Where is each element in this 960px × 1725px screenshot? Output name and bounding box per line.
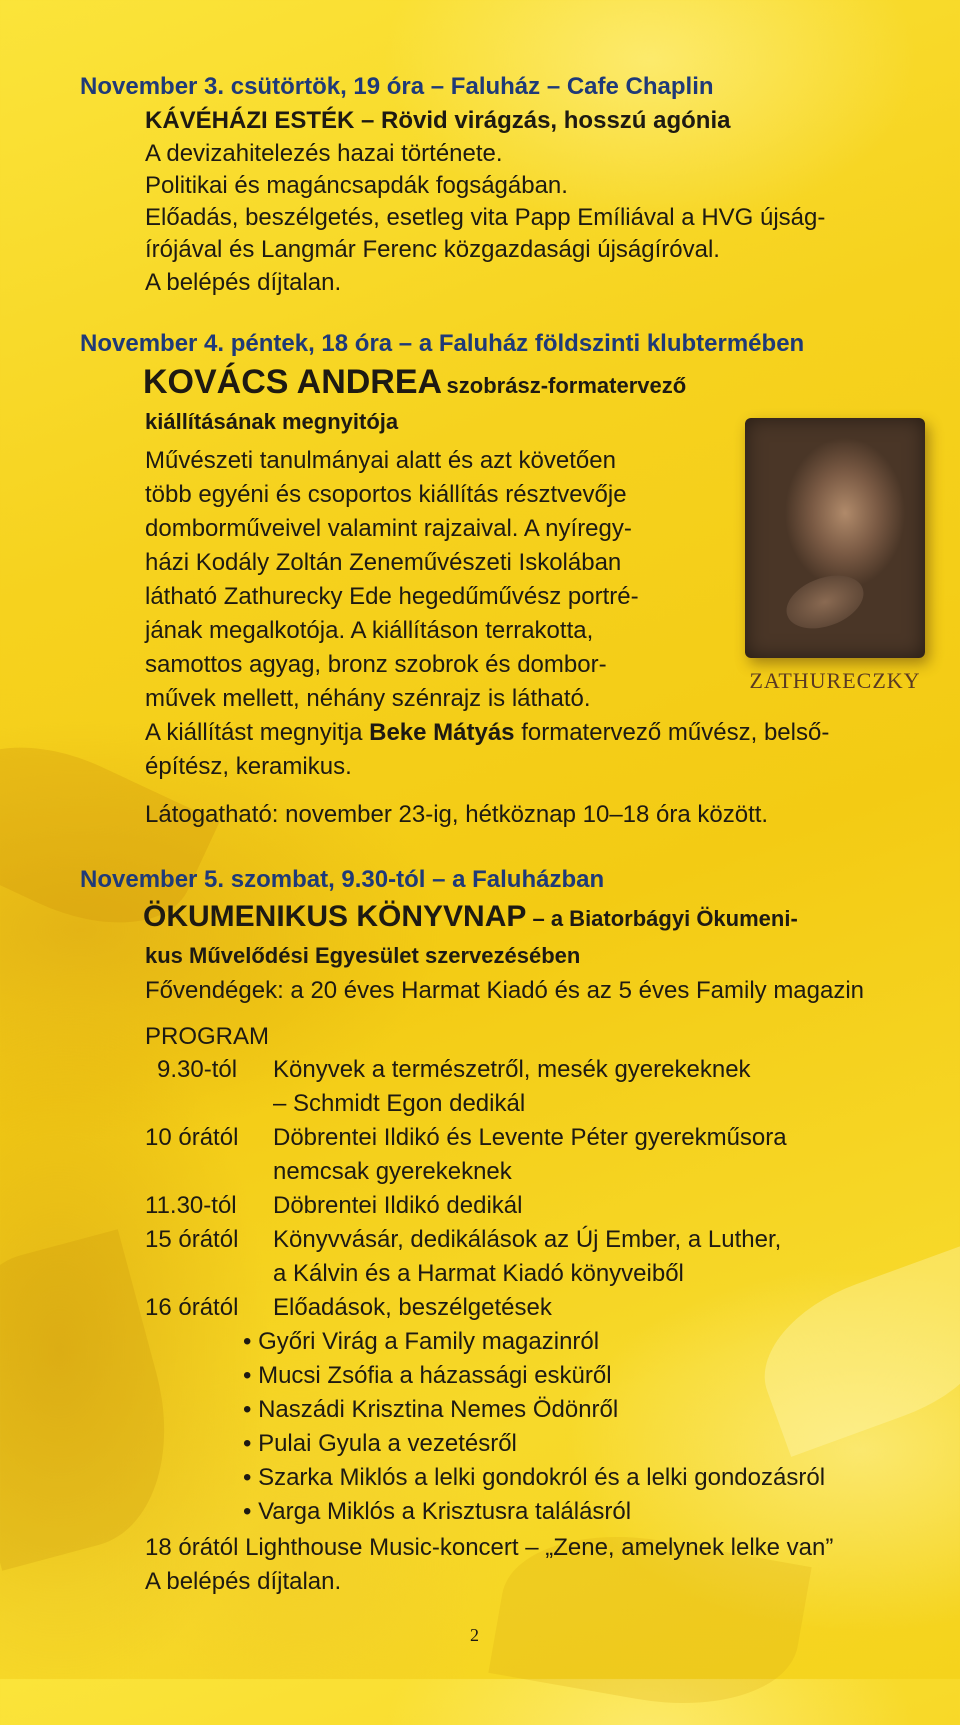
event1-line: Előadás, beszélgetés, esetleg vita Papp Emíliával a HVG újság- — [145, 204, 826, 231]
program-text: a Kálvin és a Harmat Kiadó könyveiből — [273, 1260, 684, 1287]
violin-shape — [779, 566, 871, 638]
event2-visit: Látogatható: november 23-ig, hétköznap 10–18 óra között. — [145, 801, 769, 828]
talk-item — [243, 1329, 599, 1355]
program-time: 9.30-tól — [157, 1056, 238, 1083]
talk-text: Pulai Gyula a vezetésről — [258, 1430, 517, 1457]
event3-organizer-line2: kus Művelődési Egyesület szervezésében — [145, 943, 581, 968]
event1-line: Politikai és magáncsapdák fogságában. — [145, 172, 568, 199]
event2-name-line — [143, 364, 686, 401]
bullet-icon: • — [243, 1328, 252, 1355]
program-time: 18 órától — [145, 1534, 239, 1561]
background-leaf — [0, 1229, 195, 1571]
program-text: Könyvek a természetről, mesék gyerekeknek — [273, 1056, 751, 1083]
concert-line — [145, 1535, 833, 1561]
program-text: Döbrentei Ildikó és Levente Péter gyerekműsora — [273, 1124, 787, 1151]
opener-text: formatervező művész, belső- — [514, 719, 830, 746]
bullet-icon: • — [243, 1396, 252, 1423]
talk-item — [243, 1431, 517, 1457]
event2-line: házi Kodály Zoltán Zeneművészeti Iskolában — [145, 549, 622, 576]
talk-text: Varga Miklós a Krisztusra találásról — [258, 1498, 632, 1525]
event2-subtitle: kiállításának megnyitója — [145, 409, 399, 434]
program-text: Előadások, beszélgetések — [273, 1294, 552, 1321]
program-text: – Schmidt Egon dedikál — [273, 1090, 526, 1117]
program-time: 15 órától — [145, 1226, 239, 1253]
event2-line: Művészeti tanulmányai alatt és azt követően — [145, 447, 616, 474]
program-time: 16 órától — [145, 1294, 239, 1321]
page-number: 2 — [470, 1625, 479, 1645]
program-label: PROGRAM — [145, 1023, 270, 1050]
talk-item — [243, 1363, 612, 1389]
artist-name: KOVÁCS ANDREA — [143, 363, 443, 401]
portrait-relief-image — [745, 418, 925, 658]
event1-line: írójával és Langmár Ferenc közgazdasági újságíróval. — [145, 236, 720, 263]
program-text: nemcsak gyerekeknek — [273, 1158, 512, 1185]
event2-line: samottos agyag, bronz szobrok és dombor- — [145, 651, 607, 678]
opener-text: A kiállítást megnyitja — [145, 719, 370, 746]
talk-text: Szarka Miklós a lelki gondokról és a lelki gondozásról — [258, 1464, 826, 1491]
program-text: Lighthouse Music-koncert – „Zene, amelynek lelke van” — [245, 1534, 834, 1561]
talk-item — [243, 1499, 631, 1525]
talk-text: Győri Virág a Family magazinról — [258, 1328, 600, 1355]
event1-title: KÁVÉHÁZI ESTÉK – Rövid virágzás, hosszú agónia — [145, 107, 731, 134]
talk-item — [243, 1397, 618, 1423]
program-text: Könyvvásár, dedikálások az Új Ember, a Luther, — [273, 1226, 782, 1253]
event2-line: több egyéni és csoportos kiállítás résztvevője — [145, 481, 627, 508]
event2-opener-line2: építész, keramikus. — [145, 753, 352, 780]
event3-guests: Fővendégek: a 20 éves Harmat Kiadó és az 5 éves Family magazin — [145, 977, 865, 1004]
event2-opener — [145, 720, 829, 746]
event2-heading: November 4. péntek, 18 óra – a Faluház földszinti klubtermében — [80, 330, 805, 357]
program-time: 11.30-tól — [145, 1192, 237, 1219]
bullet-icon: • — [243, 1464, 252, 1491]
program-time: 10 órától — [145, 1124, 239, 1151]
bullet-icon: • — [243, 1498, 252, 1525]
background-leaf — [743, 1243, 960, 1457]
opener-name: Beke Mátyás — [369, 719, 515, 746]
event1-line: A belépés díjtalan. — [145, 269, 342, 296]
artist-role: szobrász-formatervező — [446, 373, 687, 398]
talk-text: Naszádi Krisztina Nemes Ödönről — [258, 1396, 619, 1423]
event2-line: látható Zathurecky Ede hegedűművész portré- — [145, 583, 639, 610]
event3-free-entry: A belépés díjtalan. — [145, 1568, 342, 1595]
event3-organizer: – a Biatorbágyi Ökumeni- — [526, 906, 798, 931]
talk-text: Mucsi Zsófia a házassági esküről — [258, 1362, 612, 1389]
event3-title-line — [143, 900, 798, 933]
event2-line: jának megalkotója. A kiállításon terrakotta, — [145, 617, 594, 644]
event3-title: ÖKUMENIKUS KÖNYVNAP — [143, 900, 527, 933]
event2-line: domborműveivel valamint rajzaival. A nyíregy- — [145, 515, 632, 542]
program-text: Döbrentei Ildikó dedikál — [273, 1192, 523, 1219]
bullet-icon: • — [243, 1362, 252, 1389]
portrait-caption: ZATHURECZKY — [749, 668, 921, 693]
event3-heading: November 5. szombat, 9.30-tól – a Faluházban — [80, 866, 605, 893]
talk-item — [243, 1465, 825, 1491]
event2-line: művek mellett, néhány szénrajz is látható. — [145, 685, 591, 712]
event1-heading: November 3. csütörtök, 19 óra – Faluház – Cafe Chaplin — [80, 73, 714, 100]
bullet-icon: • — [243, 1430, 252, 1457]
event1-line: A devizahitelezés hazai története. — [145, 140, 503, 167]
